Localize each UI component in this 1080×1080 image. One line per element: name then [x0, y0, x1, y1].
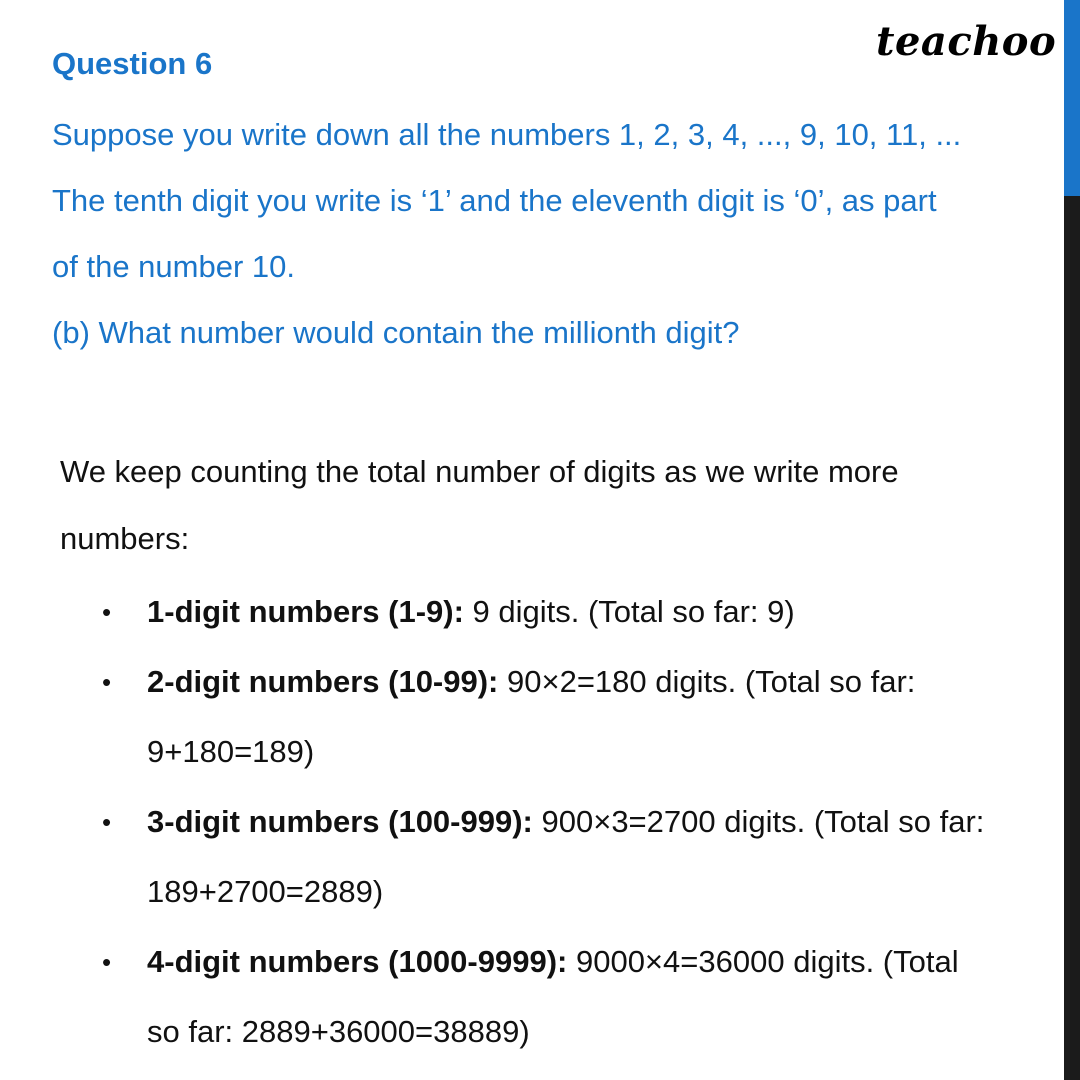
question-line: of the number 10. — [52, 249, 295, 284]
intro-line: numbers: — [60, 521, 190, 556]
question-text — [52, 102, 1042, 366]
bullet-icon: • — [102, 667, 112, 697]
question-line: The tenth digit you write is ‘1’ and the eleventh digit is ‘0’, as part — [52, 183, 937, 218]
solution-intro — [60, 438, 1020, 572]
bullet-text: 9 digits. (Total so far: 9) — [463, 594, 795, 629]
intro-line: We keep counting the total number of digits as we write more — [60, 454, 899, 489]
list-item — [100, 647, 1030, 787]
bullet-line — [147, 577, 1030, 647]
bullet-label: 3-digit numbers (100-999): — [147, 804, 533, 839]
bullet-icon: • — [102, 597, 112, 627]
bullet-continuation: so far: 2889+36000=38889) — [147, 1014, 530, 1049]
list-item — [100, 787, 1030, 927]
list-item — [100, 927, 1030, 1067]
right-edge-accent — [1064, 0, 1080, 196]
question-line: Suppose you write down all the numbers 1, 2, 3, 4, ..., 9, 10, 11, ... — [52, 117, 962, 152]
bullet-line — [147, 647, 1030, 717]
bullet-continuation: 189+2700=2889) — [147, 874, 384, 909]
right-edge-bar — [1064, 0, 1080, 1080]
question-title: Question 6 — [52, 46, 213, 81]
bullet-line — [147, 927, 1030, 997]
bullet-text: 9000×4=36000 digits. (Total — [567, 944, 959, 979]
bullet-text: 90×2=180 digits. (Total so far: — [498, 664, 916, 699]
bullet-continuation: 9+180=189) — [147, 734, 315, 769]
bullet-icon: • — [102, 807, 112, 837]
teachoo-logo: teachoo — [876, 18, 1057, 65]
bullet-line — [147, 787, 1030, 857]
bullet-label: 2-digit numbers (10-99): — [147, 664, 499, 699]
question-line: (b) What number would contain the millionth digit? — [52, 315, 740, 350]
bullet-label: 1-digit numbers (1-9): — [147, 594, 464, 629]
bullet-icon: • — [102, 947, 112, 977]
digit-count-list — [100, 577, 1030, 1067]
bullet-text: 900×3=2700 digits. (Total so far: — [532, 804, 985, 839]
list-item — [100, 577, 1030, 647]
bullet-label: 4-digit numbers (1000-9999): — [147, 944, 568, 979]
